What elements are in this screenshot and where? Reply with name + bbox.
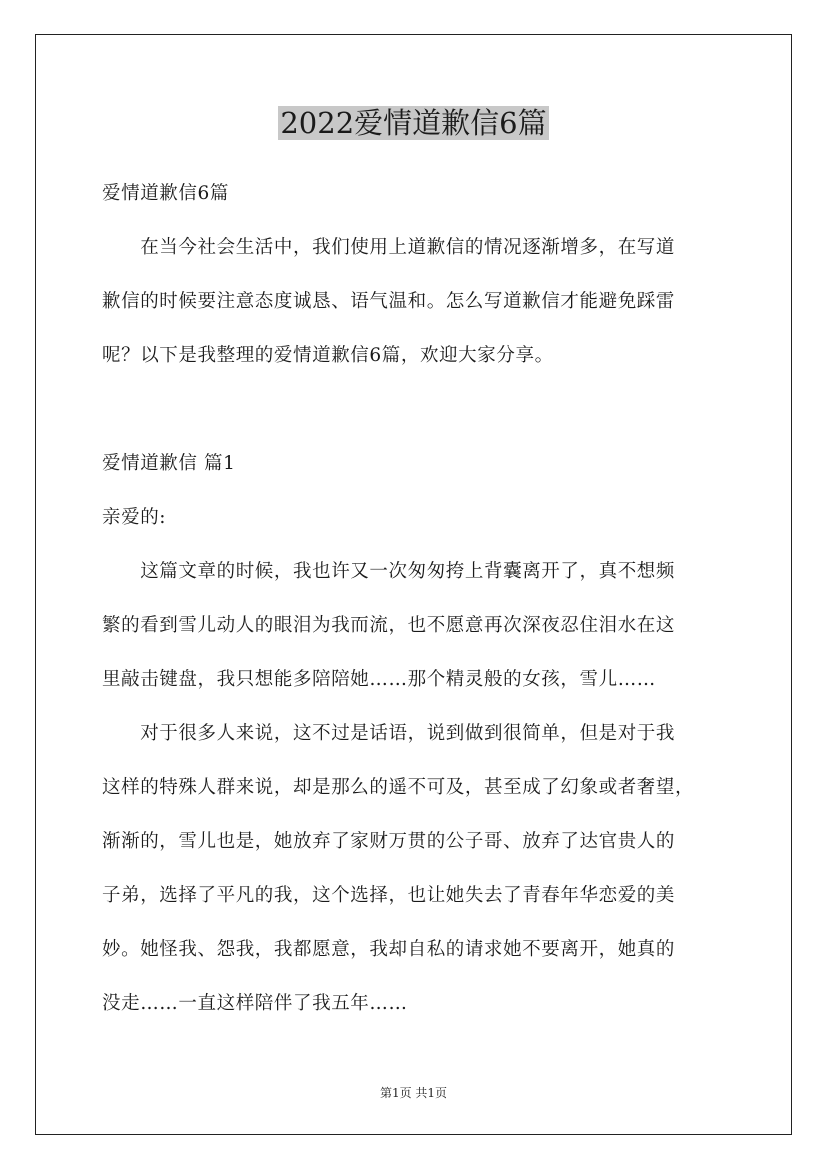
body-line-7: 子弟，选择了平凡的我，这个选择，也让她失去了青春年华恋爱的美	[102, 885, 676, 906]
body-line-1: 这篇文章的时候，我也许又一次匆匆挎上背囊离开了，真不想频	[102, 561, 676, 582]
intro-line-1: 在当今社会生活中，我们使用上道歉信的情况逐渐增多，在写道	[102, 237, 676, 258]
section-heading: 爱情道歉信 篇1	[102, 453, 236, 474]
body-line-3: 里敲击键盘，我只想能多陪陪她……那个精灵般的女孩，雪儿……	[102, 669, 656, 690]
intro-line-3: 呢？以下是我整理的爱情道歉信6篇，欢迎大家分享。	[102, 345, 554, 366]
body-line-6: 渐渐的，雪儿也是，她放弃了家财万贯的公子哥、放弃了达官贵人的	[102, 831, 676, 852]
intro-heading: 爱情道歉信6篇	[102, 183, 229, 204]
salutation: 亲爱的:	[102, 507, 167, 528]
intro-line-2: 歉信的时候要注意态度诚恳、语气温和。怎么写道歉信才能避免踩雷	[102, 291, 676, 312]
document-title	[0, 103, 827, 143]
document-title-text: 2022爱情道歉信6篇	[280, 106, 547, 140]
page-footer: 第1页 共1页	[379, 1086, 448, 1100]
body-line-4: 对于很多人来说，这不过是话语，说到做到很简单，但是对于我	[102, 723, 676, 744]
body-line-8: 妙。她怪我、怨我，我都愿意，我却自私的请求她不要离开，她真的	[102, 939, 676, 960]
body-line-9: 没走……一直这样陪伴了我五年……	[102, 993, 408, 1014]
body-line-5: 这样的特殊人群来说，却是那么的遥不可及，甚至成了幻象或者奢望，	[102, 777, 695, 798]
body-line-2: 繁的看到雪儿动人的眼泪为我而流，也不愿意再次深夜忍住泪水在这	[102, 615, 676, 636]
